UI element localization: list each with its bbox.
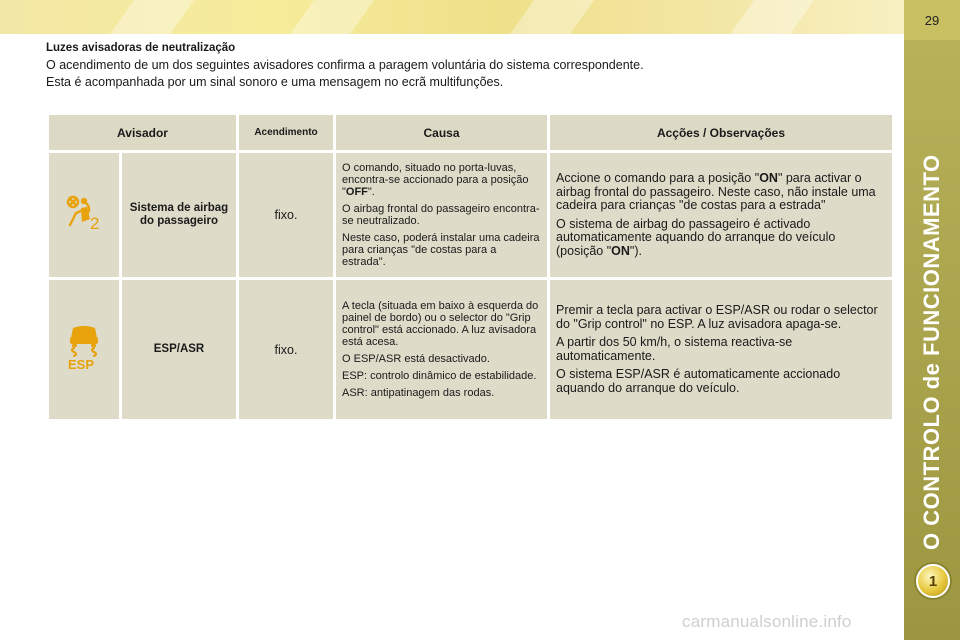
action-paragraph: A partir dos 50 km/h, o sistema reactiva-se automaticamente. xyxy=(556,335,793,363)
chapter-badge-number: 1 xyxy=(928,572,938,590)
top-decorative-band xyxy=(0,0,904,34)
row-actions xyxy=(549,152,894,279)
row-actions xyxy=(549,279,894,421)
action-paragraph: Premir a tecla para activar o ESP/ASR ou rodar o selector do "Grip control" no ESP. A luz avisadora apaga-se. xyxy=(556,303,878,331)
page-number-text: 29 xyxy=(924,12,940,28)
table-row xyxy=(48,152,894,279)
row-name: Sistema de airbag do passageiro xyxy=(121,152,238,279)
warning-lights-table xyxy=(46,112,895,422)
page-number xyxy=(904,0,960,40)
esp-icon-label: ESP xyxy=(68,357,95,370)
row-state: fixo. xyxy=(238,152,335,279)
table-row xyxy=(48,279,894,421)
section-heading: Luzes avisadoras de neutralização xyxy=(46,42,236,54)
action-paragraph xyxy=(556,218,886,259)
section-content xyxy=(46,42,896,91)
svg-text:2: 2 xyxy=(90,213,100,231)
airbag-off-icon xyxy=(64,195,104,231)
action-text-end: " para activar o airbag frontal do passageiro. Neste caso, não instale uma cadeira para crianças "de costas para a estrada" xyxy=(556,171,876,212)
cause-text-bold: OFF xyxy=(345,186,368,198)
row-icon-cell xyxy=(48,152,121,279)
chapter-badge-icon xyxy=(916,564,950,598)
header-accoes: Acções / Observações xyxy=(549,114,894,152)
action-text-end: "). xyxy=(629,243,642,258)
section-intro-line1: O acendimento de um dos seguintes avisadores confirma a paragem voluntária do sistema correspondente. xyxy=(46,58,644,72)
esp-off-icon xyxy=(64,324,104,370)
cause-paragraph: O airbag frontal do passageiro encontra-se neutralizado. xyxy=(342,203,540,227)
action-text: O sistema de airbag do passageiro é activado automaticamente aquando do arranque do veículo (posição " xyxy=(556,216,836,258)
section-intro-line2: Esta é acompanhada por um sinal sonoro e uma mensagem no ecrã multifunções. xyxy=(46,75,504,89)
table-header-row xyxy=(48,114,894,152)
row-cause xyxy=(335,279,549,421)
action-text-bold: ON xyxy=(759,171,778,185)
cause-text: O comando, situado no porta-luvas, encontra-se accionado para a posição " xyxy=(342,162,529,198)
action-text: Accione o comando para a posição " xyxy=(556,171,760,185)
cause-paragraph: O ESP/ASR está desactivado. xyxy=(342,353,490,365)
row-cause xyxy=(335,152,549,279)
header-causa: Causa xyxy=(335,114,549,152)
cause-paragraph: A tecla (situada em baixo à esquerda do painel de bordo) ou o selector do "Grip control" está accionado. A luz avisadora está acesa. xyxy=(342,300,539,348)
action-paragraph xyxy=(556,172,886,213)
cause-paragraph xyxy=(342,162,541,198)
chapter-title: O CONTROLO de FUNCIONAMENTO xyxy=(919,154,944,550)
cause-paragraph: ESP: controlo dinâmico de estabilidade. xyxy=(342,370,537,382)
cause-text-end: ". xyxy=(367,186,375,198)
row-name: ESP/ASR xyxy=(121,279,238,421)
row-state: fixo. xyxy=(238,279,335,421)
row-icon-cell xyxy=(48,279,121,421)
action-text-bold: ON xyxy=(611,243,630,258)
header-avisador: Avisador xyxy=(48,114,238,152)
cause-paragraph: ASR: antipatinagem das rodas. xyxy=(342,387,495,399)
action-paragraph: O sistema ESP/ASR é automaticamente accionado aquando do arranque do veículo. xyxy=(556,367,841,395)
watermark: carmanualsonline.info xyxy=(682,612,852,631)
cause-paragraph: Neste caso, poderá instalar uma cadeira para crianças "de costas para a estrada". xyxy=(342,232,540,268)
header-acendimento: Acendimento xyxy=(238,114,335,152)
